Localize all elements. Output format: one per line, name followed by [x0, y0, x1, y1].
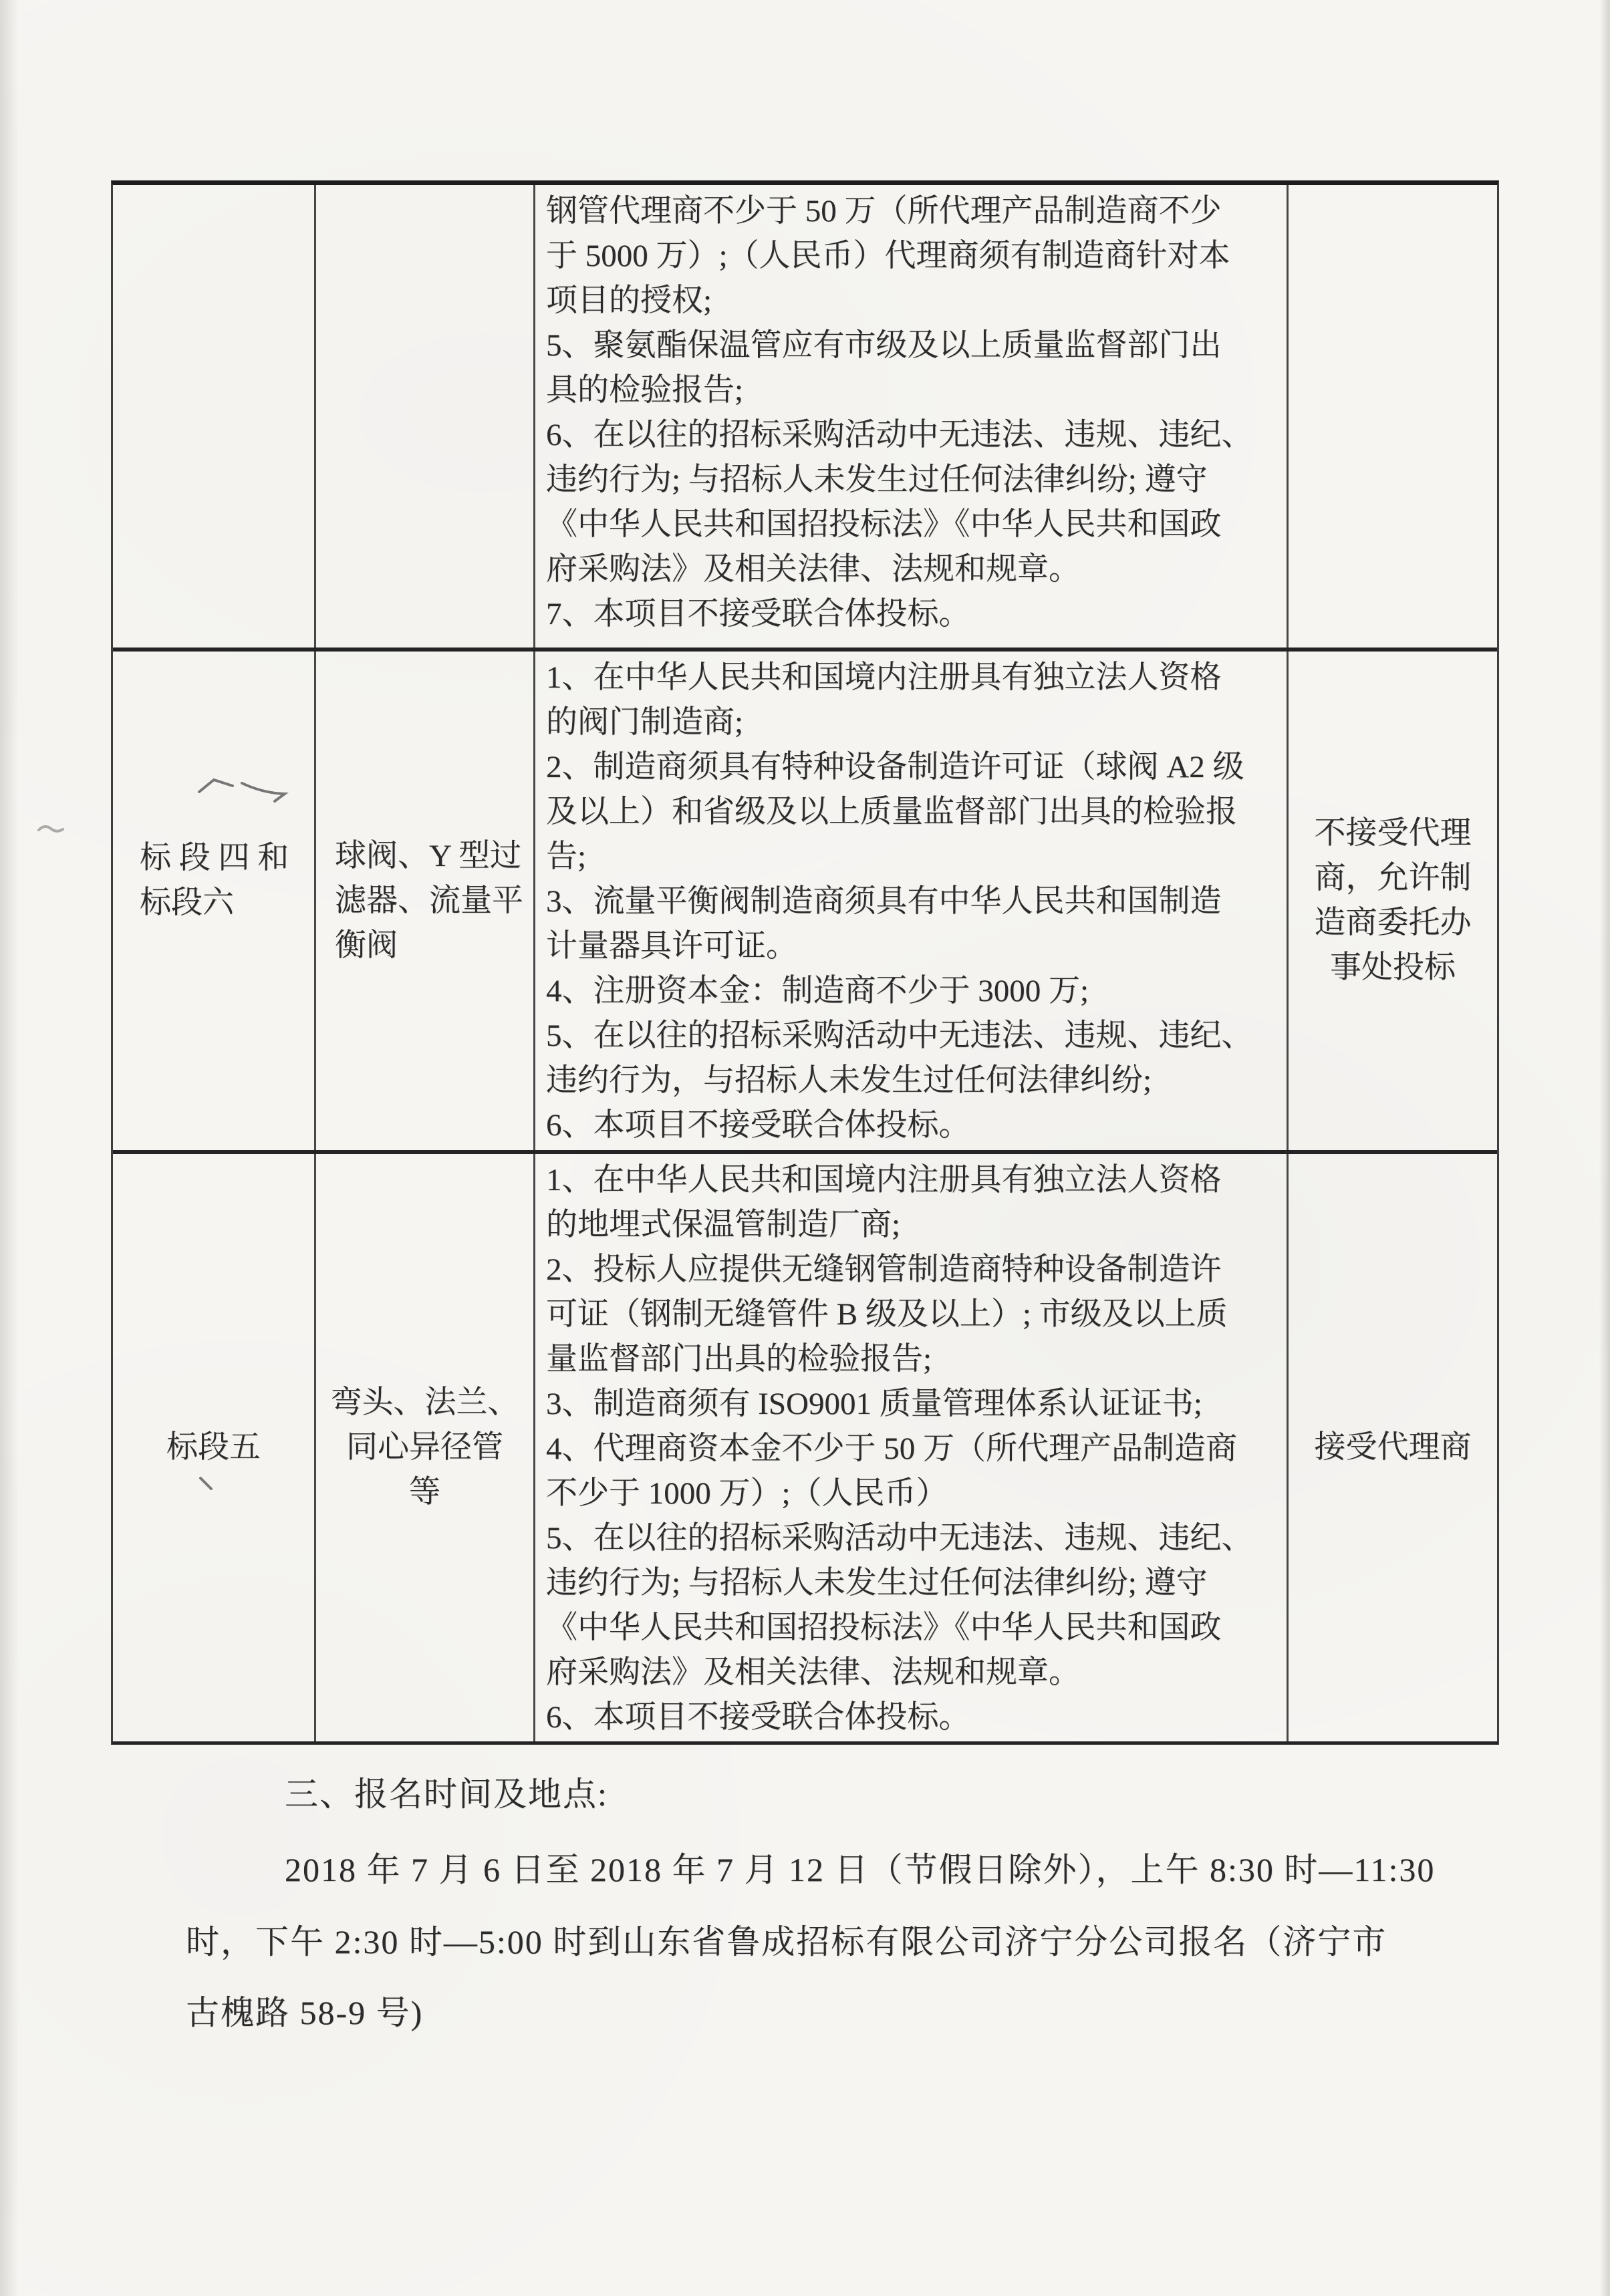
text-line: 违约行为; 与招标人未发生过任何法律纠纷; 遵守: [546, 462, 1208, 497]
text-line: 可证（钢制无缝管件 B 级及以上）; 市级及以上质: [546, 1297, 1228, 1332]
text-line: 事处投标: [1330, 950, 1456, 985]
text-line: 4、代理商资本金不少于 50 万（所代理产品制造商: [546, 1431, 1237, 1466]
text-line: 同心异径管: [346, 1430, 503, 1465]
cell-requirements: [533, 1154, 1287, 1741]
cell-section: [113, 631, 314, 1130]
text-line: 于 5000 万）;（人民币）代理商须有制造商针对本: [546, 239, 1230, 273]
cell-section: [113, 1154, 314, 1741]
text-line: 标段六: [140, 885, 234, 920]
text-line: 3、制造商须有 ISO9001 质量管理体系认证证书;: [546, 1387, 1202, 1421]
cell-section: [113, 185, 314, 648]
text-line: 府采购法》及相关法律、法规和规章。: [546, 552, 1080, 587]
text-line: 不少于 1000 万）;（人民币）: [546, 1476, 948, 1511]
text-line: 造商委托办: [1314, 905, 1472, 940]
text-line: 商，允许制: [1314, 861, 1472, 895]
text-line: 1、在中华人民共和国境内注册具有独立法人资格: [546, 660, 1222, 695]
footer-line-address-cont: 古槐路 58-9 号): [186, 1994, 424, 2031]
text-line: 弯头、法兰、: [330, 1385, 519, 1420]
text-line: 滤器、流量平: [335, 883, 523, 918]
text-line: 告;: [546, 839, 587, 874]
text-line: 5、在以往的招标采购活动中无违法、违规、违纪、: [546, 1018, 1253, 1053]
text-line: 不接受代理: [1314, 816, 1472, 851]
text-line: 的阀门制造商;: [546, 705, 744, 740]
text-line: 6、本项目不接受联合体投标。: [546, 1108, 970, 1143]
section-heading: 三、报名时间及地点:: [285, 1775, 608, 1813]
text-line: 违约行为; 与招标人未发生过任何法律纠纷; 遵守: [546, 1566, 1208, 1600]
footer-line-address: 时，下午 2:30 时—5:00 时到山东省鲁成招标有限公司济宁分公司报名（济宁市: [186, 1923, 1387, 1961]
table-row: [113, 1150, 1497, 1741]
text-line: 及以上）和省级及以上质量监督部门出具的检验报: [546, 795, 1237, 829]
cell-equipment: [314, 1154, 533, 1741]
cell-agent-policy: [1287, 1154, 1497, 1741]
cell-agent-policy: [1287, 652, 1497, 1150]
text-line: 计量器具许可证。: [546, 929, 797, 964]
text-line: 府采购法》及相关法律、法规和规章。: [546, 1655, 1080, 1690]
text-line: 6、本项目不接受联合体投标。: [546, 1700, 970, 1735]
text-line: 3、流量平衡阀制造商须具有中华人民共和国制造: [546, 884, 1222, 919]
text-line: 标段五: [166, 1430, 261, 1465]
text-line: 6、在以往的招标采购活动中无违法、违规、违纪、: [546, 418, 1253, 452]
footer-line-dates: 2018 年 7 月 6 日至 2018 年 7 月 12 日（节假日除外），上午 8:30 时—11:30: [285, 1851, 1436, 1888]
text-line: 衡阀: [335, 927, 398, 963]
text-line: 1、在中华人民共和国境内注册具有独立法人资格: [546, 1163, 1222, 1197]
text-line: 5、在以往的招标采购活动中无违法、违规、违纪、: [546, 1521, 1253, 1556]
text-line: 球阀、Y 型过: [335, 838, 521, 873]
text-line: 的地埋式保温管制造厂商;: [546, 1207, 901, 1242]
cell-requirements: [533, 185, 1287, 648]
text-line: 2、制造商须具有特种设备制造许可证（球阀 A2 级: [546, 750, 1244, 784]
text-line: 接受代理商: [1314, 1430, 1472, 1465]
text-line: 违约行为，与招标人未发生过任何法律纠纷;: [546, 1063, 1152, 1098]
text-line: 4、注册资本金：制造商不少于 3000 万;: [546, 974, 1089, 1008]
cell-requirements: [533, 652, 1287, 1150]
text-line: 钢管代理商不少于 50 万（所代理产品制造商不少: [546, 194, 1222, 229]
text-line: 7、本项目不接受联合体投标。: [546, 597, 970, 631]
text-line: 5、聚氨酯保温管应有市级及以上质量监督部门出: [546, 328, 1222, 363]
cell-equipment: [314, 185, 533, 648]
text-line: 标 段 四 和: [140, 841, 289, 875]
text-line: 等: [409, 1475, 440, 1510]
cell-agent-policy: [1287, 185, 1497, 648]
text-line: 《中华人民共和国招投标法》《中华人民共和国政: [546, 1610, 1222, 1645]
pen-scribble: [39, 827, 63, 831]
table-row: [113, 185, 1497, 648]
cell-equipment: [314, 652, 533, 1150]
text-line: 项目的授权;: [546, 283, 712, 318]
table-row: [113, 648, 1497, 1150]
text-line: 量监督部门出具的检验报告;: [546, 1342, 932, 1377]
text-line: 具的检验报告;: [546, 373, 744, 408]
qualification-table: [111, 180, 1499, 1745]
text-line: 《中华人民共和国招投标法》《中华人民共和国政: [546, 507, 1222, 542]
text-line: 2、投标人应提供无缝钢管制造商特种设备制造许: [546, 1252, 1222, 1287]
